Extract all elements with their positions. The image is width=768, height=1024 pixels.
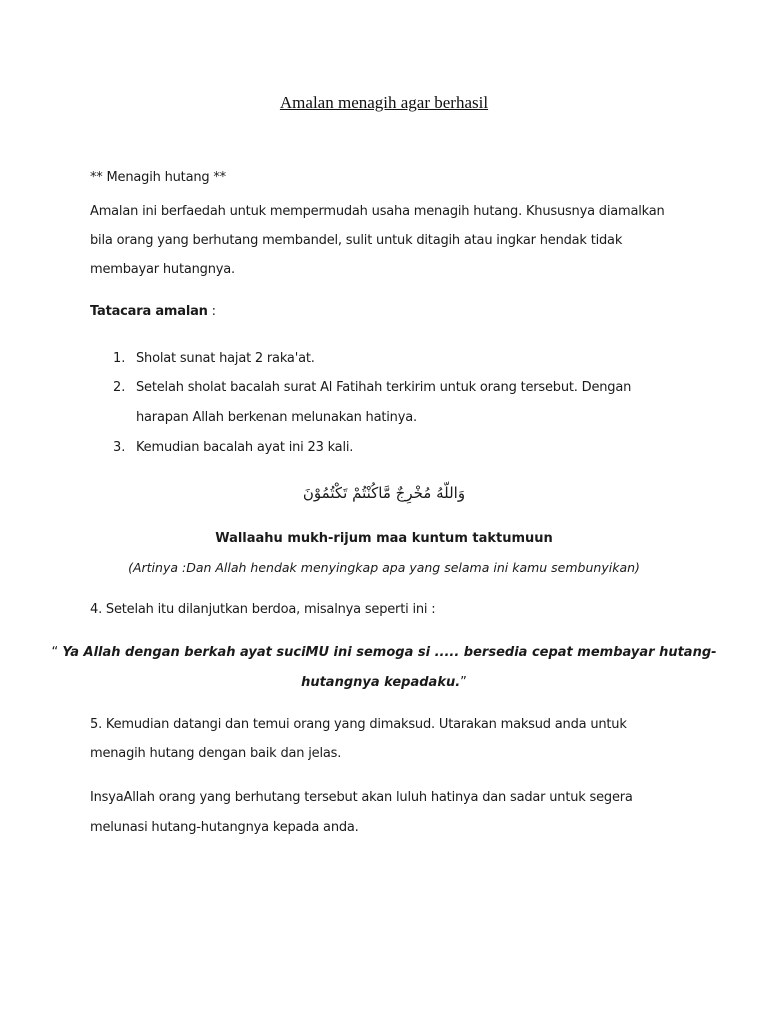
intro-line-1: Amalan ini berfaedah untuk mempermudah usaha menagih hutang. Khususnya diamalkan [90, 204, 665, 219]
step-2-text-line-2: harapan Allah berkenan melunakan hatinya. [136, 410, 417, 425]
step-number: 1. [113, 351, 126, 366]
step-4-text: 4. Setelah itu dilanjutkan berdoa, misalnya seperti ini : [90, 602, 436, 617]
step-number: 3. [113, 440, 126, 455]
subheading: ** Menagih hutang ** [90, 170, 226, 185]
transliteration: Wallaahu mukh-rijum maa kuntum taktumuun [215, 531, 553, 546]
prayer-text-2: hutangnya kepadaku. [301, 675, 461, 690]
tatacara-suffix: : [207, 304, 216, 319]
step-1-text: Sholat sunat hajat 2 raka'at. [136, 351, 315, 366]
prayer-line-1 [0, 645, 768, 660]
step-2-text-line-1: Setelah sholat bacalah surat Al Fatihah terkirim untuk orang tersebut. Dengan [136, 380, 632, 395]
close-quote: ” [460, 675, 467, 690]
translation: (Artinya :Dan Allah hendak menyingkap apa yang selama ini kamu sembunyikan) [128, 560, 640, 575]
step-3-text: Kemudian bacalah ayat ini 23 kali. [136, 440, 354, 455]
step-5-line-2: menagih hutang dengan baik dan jelas. [90, 746, 342, 761]
intro-line-3: membayar hutangnya. [90, 262, 235, 277]
arabic-verse: وَاللّهُ مُخْرِجٌ مَّاكُنْتُمْ تَكْتُمُوْنَ [302, 484, 466, 502]
step-number: 2. [113, 380, 126, 395]
intro-line-2: bila orang yang berhutang membandel, sulit untuk ditagih atau ingkar hendak tidak [90, 233, 623, 248]
closing-line-1: InsyaAllah orang yang berhutang tersebut akan luluh hatinya dan sadar untuk segera [90, 790, 633, 805]
tatacara-label: Tatacara amalan [90, 304, 208, 319]
prayer-text-1: Ya Allah dengan berkah ayat suciMU ini semoga si ..... bersedia cepat membayar hutang- [62, 645, 717, 660]
tatacara-heading [90, 304, 216, 319]
open-quote: “ [51, 645, 63, 660]
closing-line-2: melunasi hutang-hutangnya kepada anda. [90, 820, 359, 835]
step-5-line-1: 5. Kemudian datangi dan temui orang yang dimaksud. Utarakan maksud anda untuk [90, 717, 627, 732]
page-title: Amalan menagih agar berhasil [279, 93, 489, 112]
prayer-line-2 [0, 675, 768, 690]
